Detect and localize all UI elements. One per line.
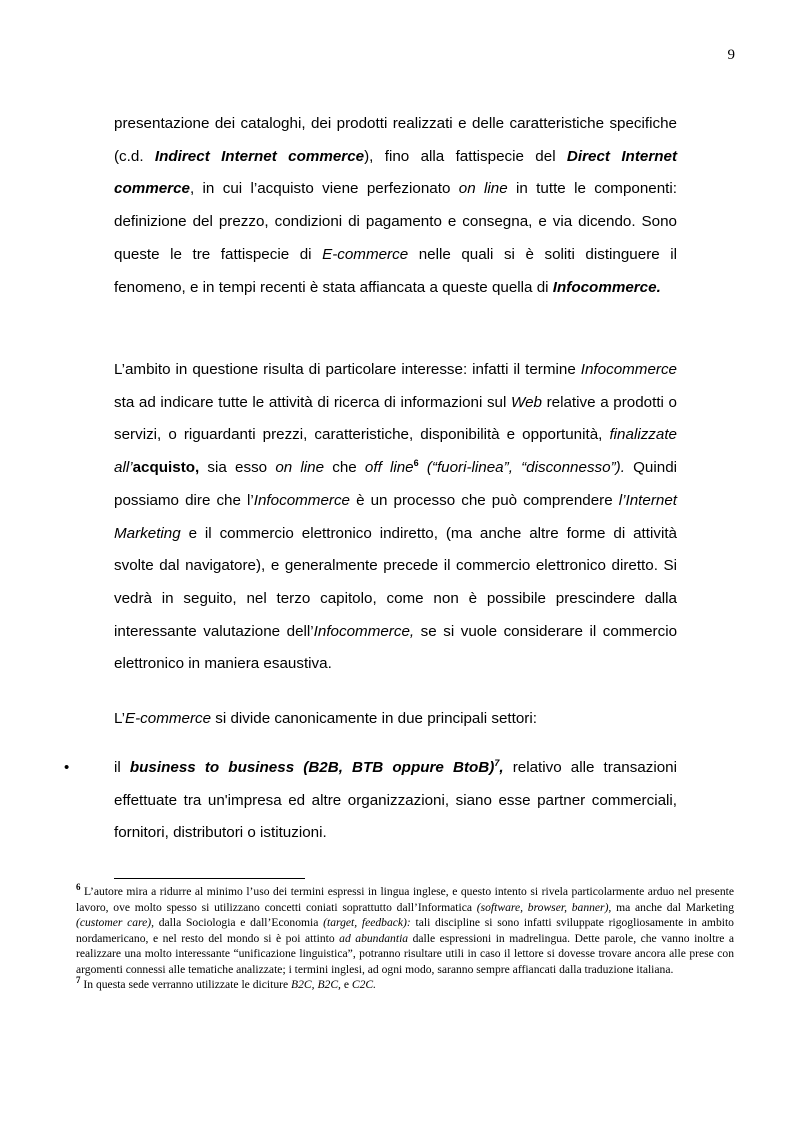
term-infocommerce: Infocommerce. xyxy=(552,278,661,296)
footnote-separator xyxy=(114,878,305,879)
paragraph-infocommerce: L’ambito in questione risulta di particolare interesse: infatti il termine Infocommerce sta ad indicare tutte le attività di ricerca di informazioni sul Web relative a prodotti o servizi, o riguardanti prezzi, caratteristiche, disponibilità e opportunità, finalizzate all’acquisto, sia esso on line che off line$^6$ (“fuori-linea”, “disconnesso”). Quindi possiamo dire che l’Infocommerce è un processo che può comprendere l’Internet Marketing e il commercio elettronico indiretto, (ma anche altre forme di attività svolte dal navigatore), e generalmente precede il commercio elettronico diretto. Si vedrà in seguito, nel terzo capitolo, come non è possibile prescindere dalla interessante valutazione dell’Infocommerce, se si vuole considerare il commercio elettronico in maniera esaustiva. xyxy=(114,361,678,673)
footnote-7: $^7$ In questa sede verranno utilizzate le diciture B2C, B2C, e C2C. xyxy=(76,975,377,991)
footnote-6: $^6$ L’autore mira a ridurre al minimo l’uso dei termini espressi in lingua inglese, e questo intento si rivela particolarmente arduo nel presente lavoro, ove molto spesso si utilizzano concetti coniati soprattutto dall’Informatica (software, browser, banner), ma anche dal Marketing (customer care), dalla Sociologia e dall’Economia (target, feedback): tali discipline si sono infatti sviluppate rigogliosamente in ambito nordamericano, e nel resto del mondo si è poi attinto ad abundantia dalle espressioni in madrelingua. Dette parole, che vanno inoltre a realizzare una molto interessante “unificazione linguistica”, potranno risultare utili in caso il lettore si dovesse trovare ancora alle prese con argomenti connessi alle tematiche analizzate; i termini inglesi, ad ogni modo, saranno sempre affiancati dalla traduzione italiana. xyxy=(76,882,735,976)
paragraph-sectors-intro: L’E-commerce si divide canonicamente in due principali settori: xyxy=(114,710,537,727)
footnote-ref-6: 6 xyxy=(413,458,419,469)
list-item-b2b: il business to business (B2B, BTB oppure BtoB)$^7$, relativo alle transazioni effettuate tra un'impresa ed altre organizzazioni, siano esse partner commerciali, fornitori, distributori o istituzioni. xyxy=(114,757,677,842)
page-number: 9 xyxy=(727,47,735,63)
footnotes xyxy=(76,884,734,993)
footnote-ref-7: 7 xyxy=(494,757,500,768)
term-indirect-internet-commerce: Indirect Internet commerce xyxy=(154,147,365,165)
term-b2b: business to business (B2B, BTB oppure BtoB) xyxy=(129,759,495,776)
term-direct-internet-commerce: Direct Internet commerce xyxy=(114,147,678,198)
bullet-marker: • xyxy=(64,759,70,776)
paragraph-ecommerce-types: presentazione dei cataloghi, dei prodotti realizzati e delle caratteristiche specifiche (c.d. Indirect Internet commerce), fino alla fattispecie del Direct Internet commerce, in cui l’acquisto viene perfezionato on line in tutte le componenti: definizione del prezzo, condizioni di pagamento e consegna, e via dicendo. Sono queste le tre fattispecie di E-commerce nelle quali si è soliti distinguere il fenomeno, e in tempi recenti è stata affiancata a queste quella di Infocommerce. xyxy=(114,115,678,296)
